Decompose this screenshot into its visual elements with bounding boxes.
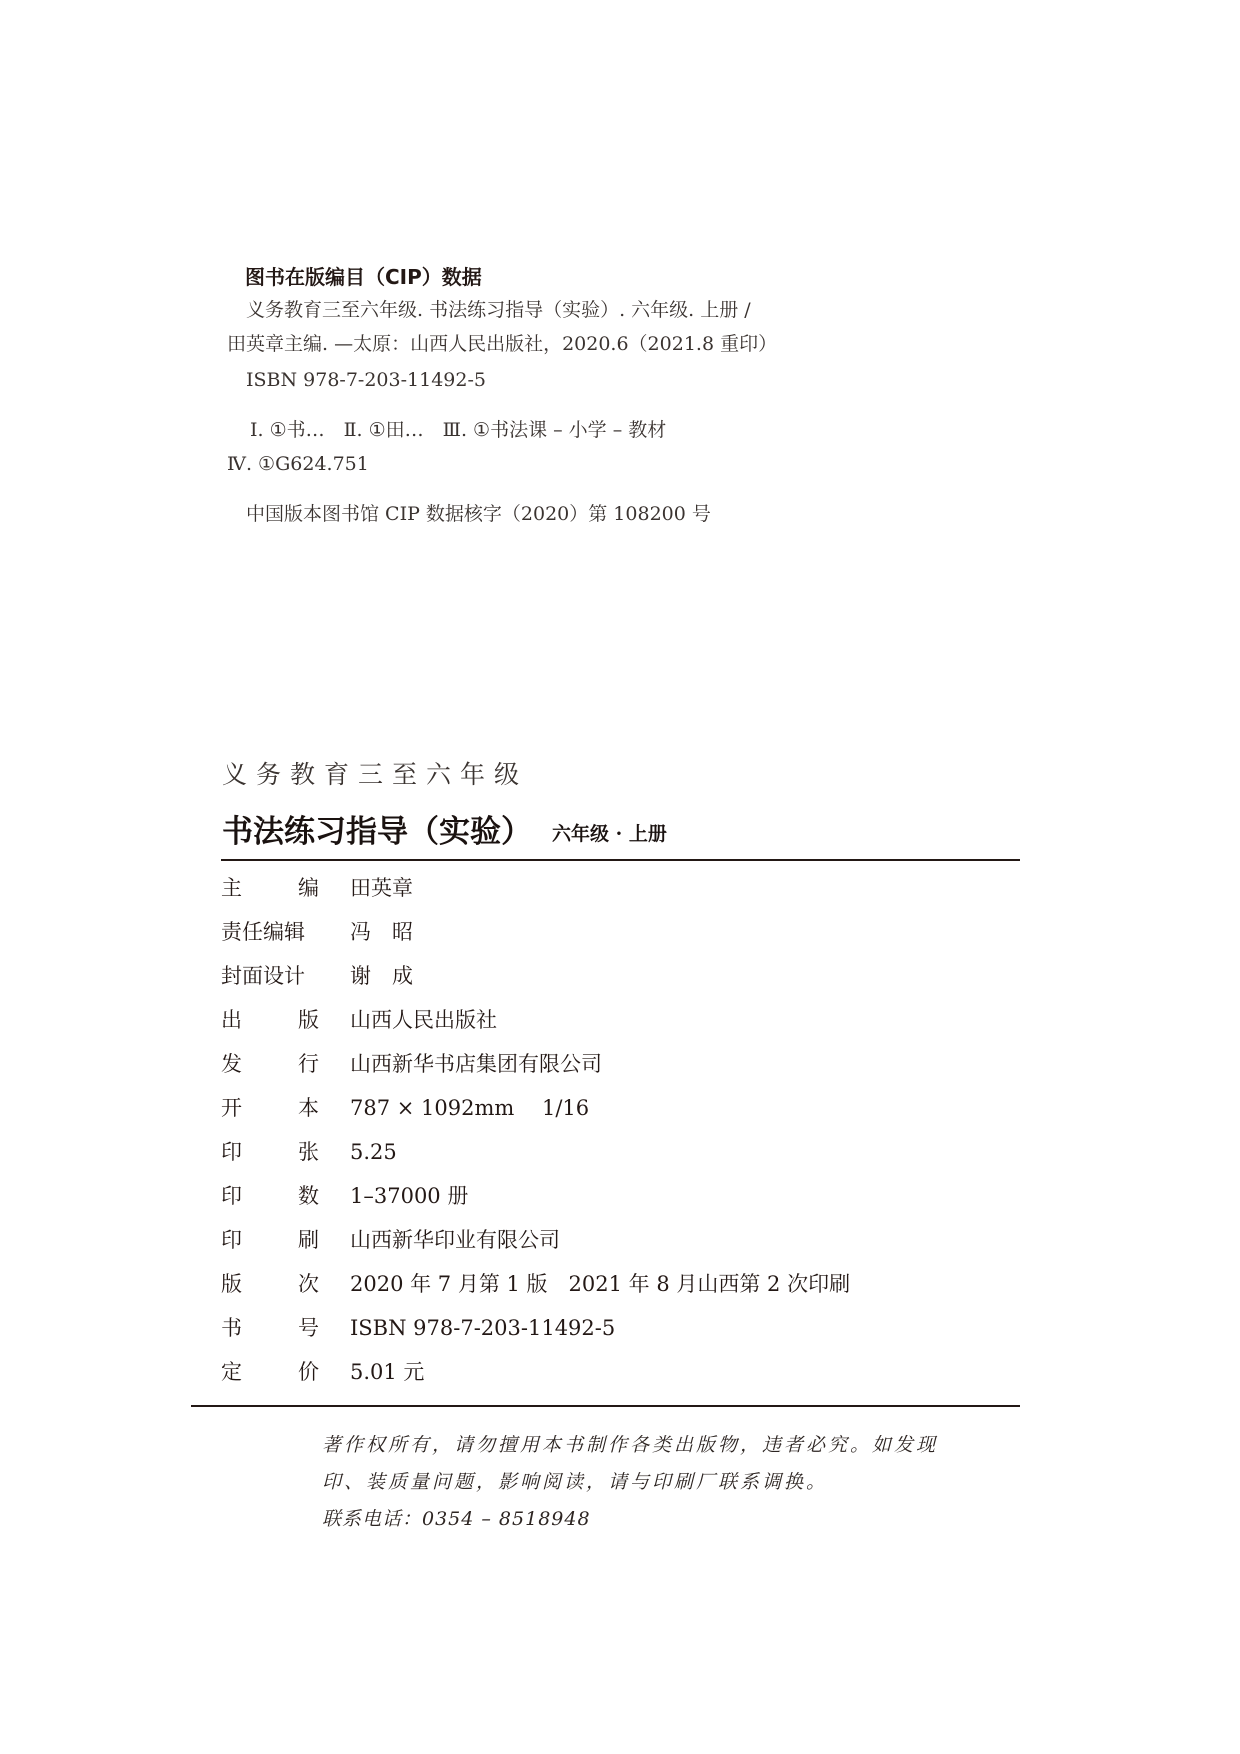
info-label [221,1049,319,1079]
info-label-char: 数 [298,1184,319,1208]
info-label-char: 发 [221,1052,242,1076]
info-label-char: 印 [221,1140,242,1164]
info-value: 1–37000 册 [350,1184,469,1208]
info-label-char: 价 [298,1360,319,1384]
info-value: 山西新华印业有限公司 [350,1228,560,1252]
info-label-char: 书 [221,1316,242,1340]
info-value: 5.25 [350,1140,397,1164]
info-label [221,1181,319,1211]
book-subtitle: 六年级 · 上册 [552,823,667,845]
info-label: 封面设计 [221,964,305,988]
info-label [221,1269,319,1299]
info-label [221,873,319,903]
info-value: 2020 年 7 月第 1 版 2021 年 8 月山西第 2 次印刷 [350,1272,851,1296]
info-value: 山西新华书店集团有限公司 [350,1052,602,1076]
info-label-char: 本 [298,1096,319,1120]
info-value: 787 × 1092mm 1/16 [350,1096,590,1120]
info-value: 田英章 [350,876,413,900]
cip-line-classification: Ⅳ. ①G624.751 [227,453,369,475]
info-label-char: 号 [298,1316,319,1340]
copyright-notice-line-1: 著作权所有，请勿擅用本书制作各类出版物，违者必究。如发现 [322,1434,939,1456]
info-value: 谢 成 [350,964,413,988]
info-label-char: 开 [221,1096,242,1120]
info-label-char: 刷 [298,1228,319,1252]
info-value: 冯 昭 [350,920,413,944]
contact-phone: 联系电话：0354 – 8518948 [322,1508,591,1530]
info-label-char: 编 [298,876,319,900]
info-value: 山西人民出版社 [350,1008,497,1032]
info-label [221,1225,319,1255]
copyright-notice-line-2: 印、装质量问题，影响阅读，请与印刷厂联系调换。 [322,1471,829,1493]
info-label-char: 版 [298,1008,319,1032]
series-name: 义务教育三至六年级 [222,760,529,789]
info-label-char: 张 [298,1140,319,1164]
top-divider [221,859,1020,861]
info-label [221,1137,319,1167]
info-label-char: 次 [298,1272,319,1296]
info-label [221,1357,319,1387]
info-label-char: 印 [221,1184,242,1208]
info-label-char: 出 [221,1008,242,1032]
info-label: 责任编辑 [221,920,305,944]
info-label-char: 主 [221,876,242,900]
info-value: ISBN 978-7-203-11492-5 [350,1316,616,1340]
info-label [221,1005,319,1035]
info-label [221,1313,319,1343]
cip-line-editor-publisher: 田英章主编. —太原：山西人民出版社，2020.6（2021.8 重印） [227,333,778,355]
info-label-char: 行 [298,1052,319,1076]
cip-line-title: 义务教育三至六年级. 书法练习指导（实验）. 六年级. 上册 / [246,299,751,321]
info-value: 5.01 元 [350,1360,425,1384]
info-label-char: 印 [221,1228,242,1252]
cip-line-subjects: Ⅰ. ①书… Ⅱ. ①田… Ⅲ. ①书法课 – 小学 – 教材 [250,419,667,441]
cip-heading: 图书在版编目（CIP）数据 [245,265,482,289]
book-title: 书法练习指导（实验） [222,814,532,850]
cip-line-record-number: 中国版本图书馆 CIP 数据核字（2020）第 108200 号 [246,503,711,525]
info-label-char: 版 [221,1272,242,1296]
info-label-char: 定 [221,1360,242,1384]
info-label [221,1093,319,1123]
cip-line-isbn: ISBN 978-7-203-11492-5 [246,369,486,391]
bottom-divider [191,1405,1020,1407]
